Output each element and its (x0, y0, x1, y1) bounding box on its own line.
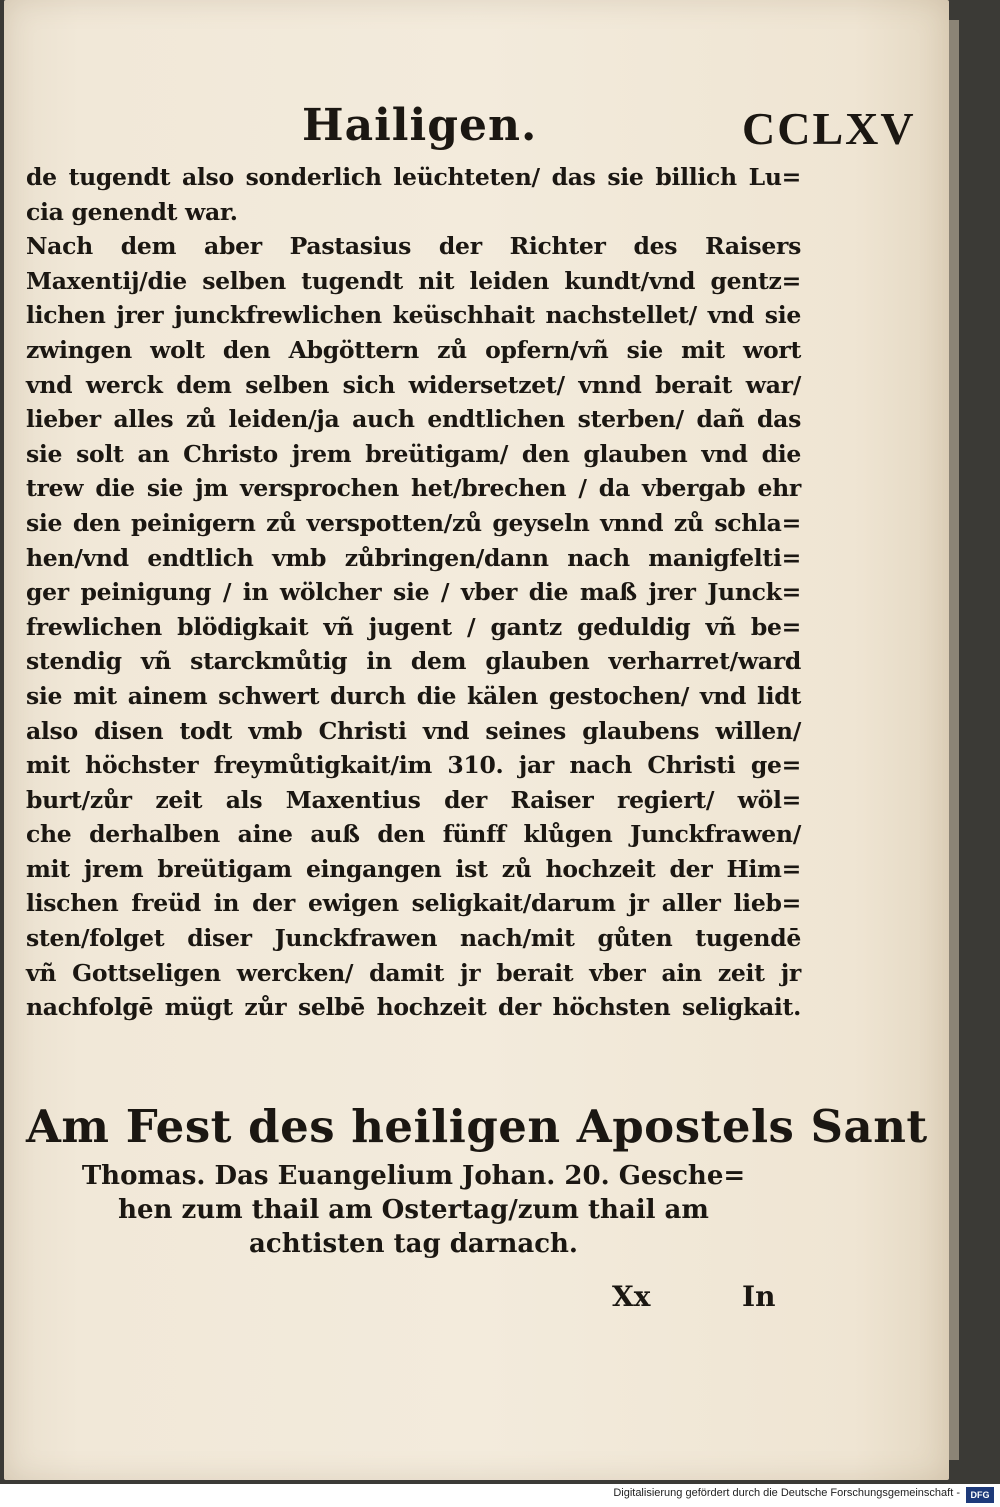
text-line: nachfolgē mügt zůr selbē hochzeit der höchsten seligkait. (26, 993, 801, 1022)
text-line: lieber alles zů leiden/ja auch endtlichen sterben/ dañ das (26, 405, 801, 434)
digitization-footer (0, 1484, 1000, 1507)
section-heading-sub-line: achtisten tag darnach. (249, 1229, 578, 1259)
text-line: sie den peinigern zů verspotten/zů geyseln vnnd zů schla= (26, 508, 801, 537)
text-line: sie solt an Christo jrem breütigam/ den glauben vnd die (26, 439, 801, 468)
text-line: che derhalben aine auß den fünff klůgen Junckfrawen/ (26, 820, 801, 849)
folio-number: CCLXV (742, 103, 916, 154)
text-line: frewlichen blödigkait vñ jugent / gantz geduldig vñ be= (26, 612, 801, 641)
signature-mark: Xx (612, 1280, 651, 1313)
text-line: de tugendt also sonderlich leüchteten/ das sie billich Lu= (26, 163, 801, 191)
text-line: vñ Gottseligen wercken/ damit jr berait vber ain zeit jr (26, 958, 801, 987)
text-line: sie mit ainem schwert durch die kälen gestochen/ vnd lidt (26, 681, 801, 710)
text-line: mit jrem breütigam eingangen ist zů hochzeit der Him= (26, 854, 801, 883)
text-line: hen/vnd endtlich vmb zůbringen/dann nach manigfelti= (26, 543, 801, 572)
text-line: ger peinigung / in wölcher sie / vber die maß jrer Junck= (26, 578, 801, 607)
text-line: sten/folget diser Junckfrawen nach/mit gůten tugendē (26, 924, 801, 953)
funding-credit: Digitalisierung gefördert durch die Deutsche Forschungsgemeinschaft - (613, 1487, 960, 1499)
text-line: lichen jrer junckfrewlichen keüschhait nachstellet/ vnd sie (26, 301, 801, 330)
body-text (26, 160, 801, 1025)
page-edge (949, 20, 959, 1460)
section-heading-main: Am Fest des heiligen Apostels Sant (26, 1100, 928, 1153)
catchword: In (742, 1280, 776, 1313)
dfg-logo-icon: DFG (966, 1487, 994, 1503)
text-line: mit höchster freymůtigkait/im 310. jar nach Christi ge= (26, 751, 801, 780)
text-line: vnd werck dem selben sich widersetzet/ vnnd berait war/ (26, 370, 801, 399)
text-line: cia genendt war. (26, 197, 238, 226)
text-line: burt/zůr zeit als Maxentius der Raiser regiert/ wöl= (26, 785, 801, 814)
text-line: zwingen wolt den Abgöttern zů opfern/vñ sie mit wort (26, 335, 801, 364)
section-heading-sub-line: Thomas. Das Euangelium Johan. 20. Gesche= (81, 1161, 746, 1191)
section-heading (26, 1095, 928, 1261)
section-heading-sub-line: hen zum thail am Ostertag/zum thail am (118, 1195, 709, 1225)
text-line: stendig vñ starckmůtig in dem glauben verharret/ward (26, 647, 801, 676)
text-line: lischen freüd in der ewigen seligkait/darum jr aller lieb= (26, 889, 801, 918)
text-line: also disen todt vmb Christi vnd seines glaubens willen/ (26, 716, 801, 745)
running-head: Hailigen. (302, 100, 538, 151)
text-line: trew die sie jm versprochen het/brechen / da vbergab ehr (26, 474, 801, 503)
book-page (4, 0, 949, 1480)
text-line: Nach dem aber Pastasius der Richter des Raisers (26, 232, 801, 261)
text-line: Maxentij/die selben tugendt nit leiden kundt/vnd gentz= (26, 266, 801, 295)
